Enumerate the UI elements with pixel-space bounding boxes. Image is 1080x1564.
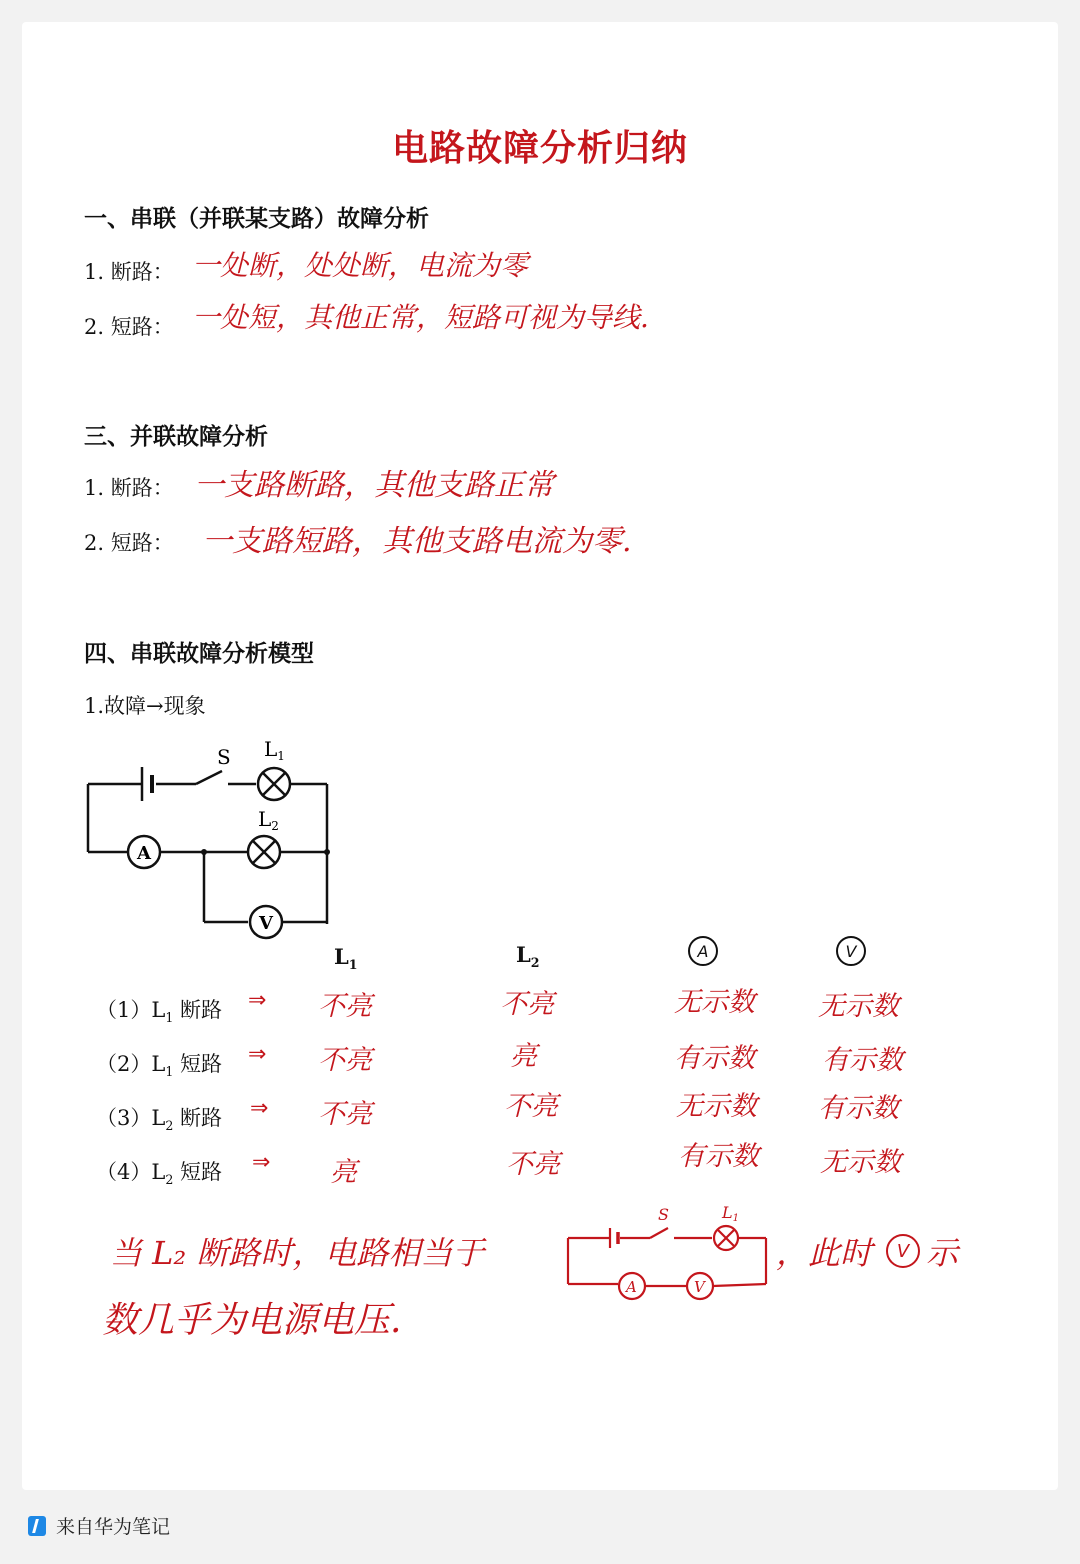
note-voltmeter-label: V xyxy=(694,1278,705,1296)
section1-item2-label: 2. 短路： xyxy=(84,315,174,339)
row1-l2: 不亮 xyxy=(500,989,554,1020)
section3-item2-label: 2. 短路： xyxy=(84,531,174,555)
row1-voltmeter: 无示数 xyxy=(818,991,899,1022)
note-page xyxy=(22,22,1058,1490)
note-l1-label: L1 xyxy=(722,1203,739,1224)
header-l1: $L_1$ xyxy=(334,944,358,973)
note-line1-part1: 当 L₂ 断路时，电路相当于 xyxy=(110,1234,485,1272)
header-ammeter: A xyxy=(688,936,718,966)
section3-item1-answer: 一支路断路，其他支路正常 xyxy=(194,468,554,503)
row1-ammeter: 无示数 xyxy=(674,987,755,1018)
row3-label: $(3)L_2$ 断路 xyxy=(96,1106,223,1134)
voltmeter-label: V xyxy=(259,913,273,934)
row2-l2: 亮 xyxy=(510,1041,537,1072)
row2-voltmeter: 有示数 xyxy=(822,1045,903,1076)
row2-arrow: ⇒ xyxy=(248,1042,267,1067)
section1-item1-answer: 一处断，处处断，电流为零 xyxy=(192,249,529,282)
note-line2: 数几乎为电源电压. xyxy=(102,1300,402,1341)
note-voltmeter-symbol: V xyxy=(886,1234,920,1268)
row1-arrow: ⇒ xyxy=(248,988,267,1013)
section1-heading: 一、串联（并联某支路）故障分析 xyxy=(84,206,429,232)
row2-l1: 不亮 xyxy=(318,1045,372,1076)
section1-item1-label: 1. 断路： xyxy=(84,260,174,284)
section4-subheading: 1.故障→现象 xyxy=(84,694,206,718)
row4-ammeter: 有示数 xyxy=(678,1141,759,1172)
note-circuit-sketch xyxy=(562,1202,772,1296)
row3-voltmeter: 有示数 xyxy=(818,1093,899,1124)
section1-item2-answer: 一处短，其他正常，短路可视为导线. xyxy=(192,301,649,334)
ammeter-label: A xyxy=(137,843,151,864)
note-line1-part2: ，此时 xyxy=(776,1234,873,1272)
row1-l1: 不亮 xyxy=(318,991,372,1022)
circuit-diagram xyxy=(72,712,372,934)
huawei-notes-logo-icon xyxy=(28,1516,46,1536)
l2-label: $L_2$ xyxy=(258,807,279,833)
row2-ammeter: 有示数 xyxy=(674,1043,755,1074)
row1-label: $(1)L_1$ 断路 xyxy=(96,998,223,1026)
footer-source xyxy=(28,1512,170,1539)
row4-l2: 不亮 xyxy=(506,1149,560,1180)
l1-label: $L_1$ xyxy=(264,737,285,763)
note-line1-part3: 示 xyxy=(926,1234,959,1272)
row3-l1: 不亮 xyxy=(318,1099,372,1130)
row4-l1: 亮 xyxy=(330,1157,357,1188)
row2-label: $(2)L_1$ 短路 xyxy=(96,1052,223,1080)
section4-heading: 四、串联故障分析模型 xyxy=(84,641,314,667)
row3-arrow: ⇒ xyxy=(250,1096,269,1121)
section3-heading: 三、并联故障分析 xyxy=(84,424,268,450)
note-ammeter-label: A xyxy=(626,1278,637,1296)
note-switch-label: S xyxy=(658,1205,669,1224)
section3-item1-label: 1. 断路： xyxy=(84,476,174,500)
row3-l2: 不亮 xyxy=(504,1091,558,1122)
page-title: 电路故障分析归纳 xyxy=(391,128,688,169)
switch-blade xyxy=(196,771,222,784)
row4-voltmeter: 无示数 xyxy=(820,1147,901,1178)
switch-label: S xyxy=(217,745,231,769)
row4-label: $(4)L_2$ 短路 xyxy=(96,1160,223,1188)
section3-item2-answer: 一支路短路，其他支路电流为零. xyxy=(202,524,632,559)
header-voltmeter: V xyxy=(836,936,866,966)
row4-arrow: ⇒ xyxy=(252,1150,271,1175)
row3-ammeter: 无示数 xyxy=(676,1091,757,1122)
footer-text: 来自华为笔记 xyxy=(56,1516,171,1538)
header-l2: $L_2$ xyxy=(516,942,540,971)
